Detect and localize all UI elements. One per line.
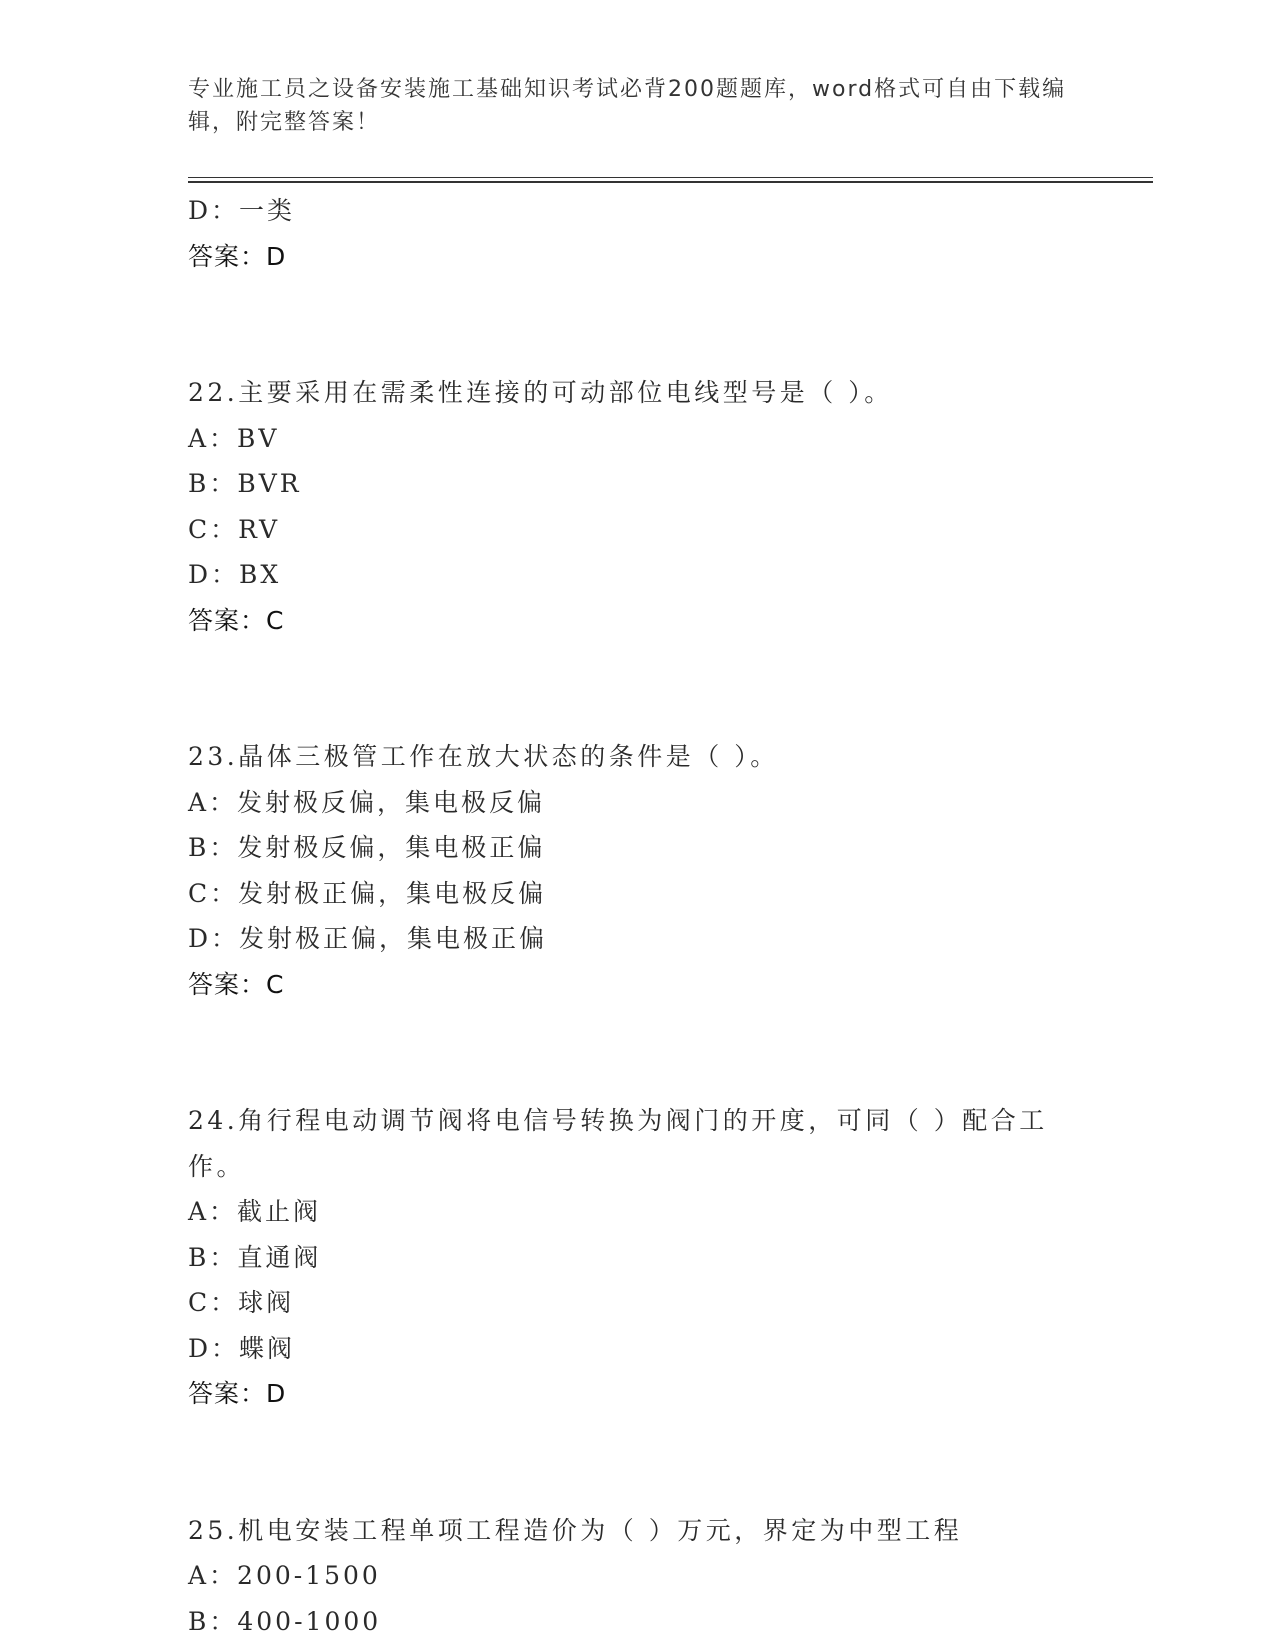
option-c: C：球阀 bbox=[188, 1288, 295, 1317]
option-a: A：200-1500 bbox=[188, 1561, 381, 1590]
question-text: 23.晶体三极管工作在放大状态的条件是（ ）。 bbox=[188, 742, 779, 771]
option-b: B：400-1000 bbox=[188, 1606, 382, 1636]
option-d: D：一类 bbox=[188, 196, 296, 225]
question-text: 25.机电安装工程单项工程造价为（ ）万元，界定为中型工程 bbox=[188, 1515, 963, 1545]
option-d: D：发射极正偏，集电极正偏 bbox=[188, 924, 548, 953]
option-a: A：截止阀 bbox=[188, 1197, 322, 1226]
question-text: 22.主要采用在需柔性连接的可动部位电线型号是（ ）。 bbox=[188, 378, 893, 407]
answer: 答案：C bbox=[188, 605, 285, 635]
spacer bbox=[188, 643, 1068, 734]
option-c: C：RV bbox=[188, 514, 281, 544]
header-rule-thick bbox=[188, 181, 1153, 183]
spacer bbox=[188, 279, 1068, 370]
answer: 答案：D bbox=[188, 241, 287, 271]
question-23 bbox=[188, 734, 1068, 1007]
document-header: 专业施工员之设备安装施工基础知识考试必背200题题库，word格式可自由下载编辑，附完整答案！ bbox=[188, 77, 1067, 135]
question-24 bbox=[188, 1098, 1068, 1417]
spacer bbox=[188, 1007, 1068, 1098]
option-a: A：发射极反偏，集电极反偏 bbox=[188, 787, 546, 817]
option-c: C：发射极正偏，集电极反偏 bbox=[188, 878, 547, 908]
document-body bbox=[188, 188, 1068, 1644]
option-b: B：BVR bbox=[188, 469, 302, 498]
question-text: 24.角行程电动调节阀将电信号转换为阀门的开度，可同（ ）配合工作。 bbox=[188, 1106, 1048, 1181]
answer: 答案：D bbox=[188, 1379, 287, 1408]
option-a: A：BV bbox=[188, 423, 280, 453]
question-25 bbox=[188, 1508, 1068, 1645]
answer: 答案：C bbox=[188, 969, 285, 999]
option-d: D：BX bbox=[188, 560, 282, 589]
header-rule-thin bbox=[188, 177, 1153, 178]
option-b: B：发射极反偏，集电极正偏 bbox=[188, 833, 546, 862]
spacer bbox=[188, 1417, 1068, 1508]
question-22 bbox=[188, 370, 1068, 643]
option-d: D：蝶阀 bbox=[188, 1333, 296, 1363]
option-b: B：直通阀 bbox=[188, 1242, 322, 1272]
